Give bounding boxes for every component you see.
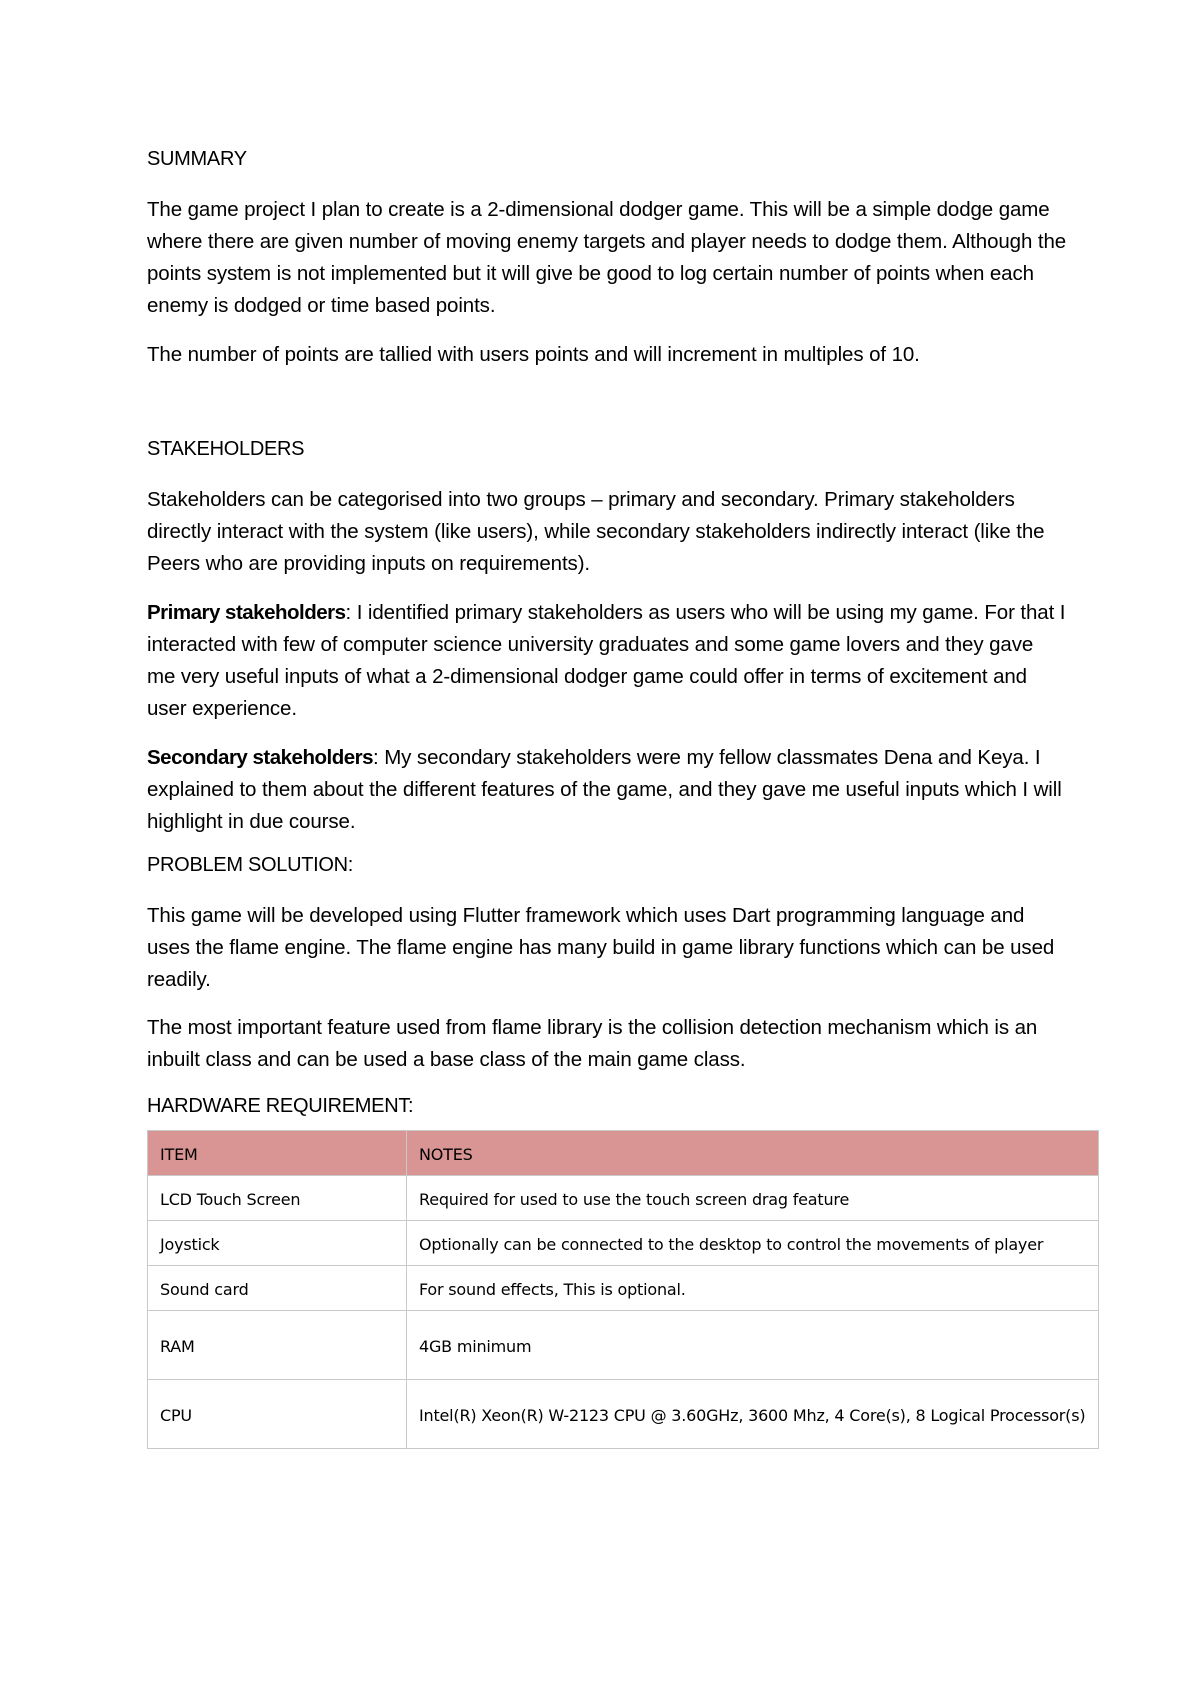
- stakeholders-intro: Stakeholders can be categorised into two groups – primary and secondary. Primary stakeholders directly interact with the system (like users), while secondary stakeholders indirectly interact (like the Peers who are providing inputs on requirements).: [147, 488, 1045, 575]
- notes-cell: 4GB minimum: [407, 1311, 1099, 1380]
- table-row: [148, 1311, 1099, 1380]
- item-cell: LCD Touch Screen: [148, 1176, 407, 1221]
- secondary-stakeholders-text: : My secondary stakeholders were my fellow classmates Dena and Keya. I explained to them about the different features of the game, and they gave me useful inputs which I will highlight in due course.: [147, 746, 1062, 833]
- table-row: [148, 1176, 1099, 1221]
- primary-stakeholders-paragraph: [147, 597, 1067, 725]
- secondary-stakeholders-paragraph: [147, 742, 1067, 838]
- notes-cell: Optionally can be connected to the desktop to control the movements of player: [407, 1221, 1099, 1266]
- summary-heading: SUMMARY: [147, 148, 247, 170]
- problem-solution-paragraph-1: This game will be developed using Flutter framework which uses Dart programming language and uses the flame engine. The flame engine has many build in game library functions which can be used readily.: [147, 904, 1055, 991]
- hardware-heading: HARDWARE REQUIREMENT:: [147, 1095, 414, 1117]
- problem-solution-heading: PROBLEM SOLUTION:: [147, 854, 354, 876]
- item-cell: Joystick: [148, 1221, 407, 1266]
- notes-cell: Intel(R) Xeon(R) W-2123 CPU @ 3.60GHz, 3600 Mhz, 4 Core(s), 8 Logical Processor(s): [407, 1380, 1099, 1449]
- table-header-row: [148, 1131, 1099, 1176]
- summary-paragraph-2: The number of points are tallied with users points and will increment in multiples of 10.: [147, 343, 920, 366]
- table-row: [148, 1380, 1099, 1449]
- notes-cell: Required for used to use the touch screen drag feature: [407, 1176, 1099, 1221]
- column-header-notes: NOTES: [407, 1131, 1099, 1176]
- problem-solution-paragraph-2: The most important feature used from flame library is the collision detection mechanism which is an inbuilt class and can be used a base class of the main game class.: [147, 1016, 1038, 1071]
- primary-stakeholders-label: Primary stakeholders: [147, 601, 346, 624]
- table-row: [148, 1221, 1099, 1266]
- summary-paragraph-1: The game project I plan to create is a 2-dimensional dodger game. This will be a simple dodge game where there are given number of moving enemy targets and player needs to dodge them. Although the points system is not implemented but it will give be good to log certain number of points when each enemy is dodged or time based points.: [147, 198, 1067, 317]
- item-cell: Sound card: [148, 1266, 407, 1311]
- stakeholders-heading: STAKEHOLDERS: [147, 438, 305, 460]
- primary-stakeholders-text: : I identified primary stakeholders as users who will be using my game. For that I interacted with few of computer science university graduates and some game lovers and they gave me very useful inputs of what a 2-dimensional dodger game could offer in terms of excitement and user experience.: [147, 601, 1066, 720]
- table-row: [148, 1266, 1099, 1311]
- column-header-item: ITEM: [148, 1131, 407, 1176]
- item-cell: CPU: [148, 1380, 407, 1449]
- secondary-stakeholders-label: Secondary stakeholders: [147, 746, 373, 769]
- item-cell: RAM: [148, 1311, 407, 1380]
- notes-cell: For sound effects, This is optional.: [407, 1266, 1099, 1311]
- hardware-requirements-table: [147, 1130, 1099, 1449]
